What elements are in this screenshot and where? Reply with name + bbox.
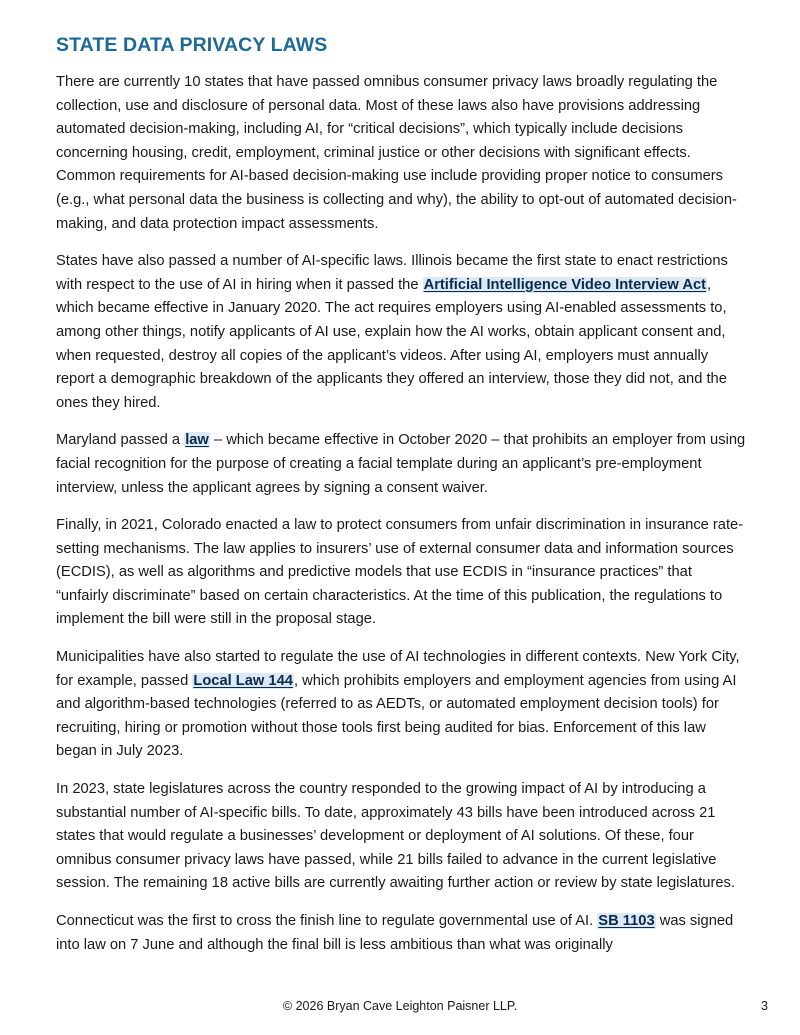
link-maryland-law[interactable]: law: [185, 432, 209, 449]
section-heading: STATE DATA PRIVACY LAWS: [56, 34, 328, 56]
paragraph-connecticut: [56, 910, 746, 957]
text-segment: was signed into law on 7 June and although the final bill is less ambitious than what was originally: [56, 913, 734, 953]
text-segment: States have also passed a number of AI-specific laws. Illinois became the first state to enact restrictions with respect to the use of AI in hiring when it passed the: [56, 253, 728, 293]
document-page: [56, 34, 746, 971]
page-footer: [0, 999, 800, 1017]
paragraph-ai-specific-laws: [56, 250, 746, 415]
text-segment: Connecticut was the first to cross the finish line to regulate governmental use of AI.: [56, 913, 598, 929]
paragraph-omnibus-laws: There are currently 10 states that have passed omnibus consumer privacy laws broadly regulating the collection, use and disclosure of personal data. Most of these laws also have provisions addressing automated decision-making, including AI, for “critical decisions”, which typically include decisions concerning housing, credit, employment, criminal justice or other decisions with significant effects. Common requirements for AI-based decision-making use include providing proper notice to consumers (e.g., what personal data the business is collecting and why), the ability to opt-out of automated decision-making, and data protection impact assessments.: [56, 74, 737, 232]
link-local-law-144[interactable]: Local Law 144: [193, 672, 293, 689]
paragraph-municipalities: [56, 646, 746, 764]
text-segment: – which became effective in October 2020 – that prohibits an employer from using facial recognition for the purpose of creating a facial template during an applicant’s pre-employment interview, unless the applicant agrees by signing a consent waiver.: [56, 432, 746, 496]
paragraph-colorado-law: Finally, in 2021, Colorado enacted a law to protect consumers from unfair discrimination in insurance rate-setting mechanisms. The law applies to insurers’ use of external consumer data and information sources (ECDIS), as well as algorithms and predictive models that use ECDIS in “insurance practices” that “unfairly discriminate” based on certain characteristics. At the time of this publication, the regulations to implement the bill were still in the proposal stage.: [56, 517, 744, 628]
text-segment: , which became effective in January 2020. The act requires employers using AI-enabled assessments to, among other things, notify applicants of AI use, explain how the AI works, obtain applicant consent and, when requested, destroy all copies of the applicant’s videos. After using AI, employers must annually report a demographic breakdown of the applicants they offered an interview, those they did not, and the ones they hired.: [56, 276, 727, 411]
text-segment: , which prohibits employers and employment agencies from using AI and algorithm-based technologies (referred to as AEDTs, or automated employment decision tools) for recruiting, hiring or promotion without those tools first being audited for bias. Enforcement of this law began in July 2023.: [56, 672, 737, 760]
text-segment: Municipalities have also started to regulate the use of AI technologies in different contexts. New York City, for example, passed: [56, 649, 740, 689]
link-sb-1103[interactable]: SB 1103: [598, 913, 655, 929]
copyright-notice: © 2026 Bryan Cave Leighton Paisner LLP.: [282, 999, 518, 1013]
text-segment: Maryland passed a: [56, 432, 185, 449]
link-ai-video-interview-act[interactable]: Artificial Intelligence Video Interview Act: [423, 276, 706, 293]
paragraph-2023-legislation: In 2023, state legislatures across the country responded to the growing impact of AI by introducing a substantial number of AI-specific bills. To date, approximately 43 bills have been introduced across 21 states that would regulate a businesses’ development or deployment of AI solutions. Of these, four omnibus consumer privacy laws have passed, while 21 bills failed to advance in the current legislative session. The remaining 18 active bills are currently awaiting further action or review by state legislatures.: [56, 781, 735, 892]
paragraph-maryland-law: [56, 429, 746, 500]
page-number: 3: [761, 999, 768, 1013]
